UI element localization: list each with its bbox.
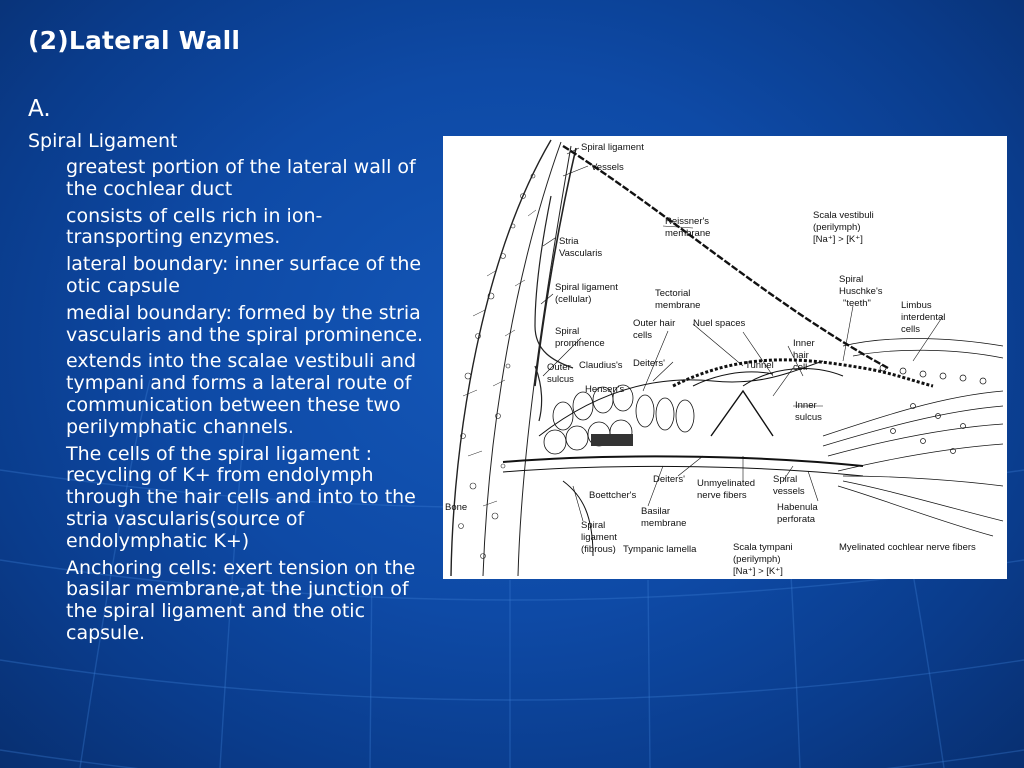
label-spiral-prominence-2: prominence [555, 338, 605, 349]
label-limbus-1: Limbus [901, 300, 932, 311]
subheading: Spiral Ligament [28, 130, 178, 152]
label-tectorial-2: membrane [655, 300, 701, 311]
label-hensens: Hensen's [585, 384, 625, 395]
bullet-item: The cells of the spiral ligament : recycling of K+ from endolymph through the hair cells and into to the stria vascularis(source of endolymphatic K+) [66, 442, 416, 552]
label-outer-hair-2: cells [633, 330, 653, 341]
label-leader-lines [541, 148, 946, 521]
label-reissners-2: membrane [665, 228, 711, 239]
label-inner-hair-1: Inner [793, 338, 815, 349]
label-unmyelinated-2: nerve fibers [697, 490, 747, 501]
section-label: A. [28, 96, 51, 122]
label-spiral-ligament: Spiral ligament [581, 142, 644, 153]
label-unmyelinated-1: Unmyelinated [697, 478, 756, 489]
label-inner-hair-3: cell [793, 362, 808, 373]
label-stria-1: Stria [559, 236, 579, 247]
label-outer-sulcus-2: sulcus [547, 374, 574, 385]
label-spiral-vessels-1: Spiral [773, 474, 798, 485]
label-basilar-2: membrane [641, 518, 687, 529]
label-scala-tympani-2: (perilymph) [733, 554, 781, 565]
label-scala-tympani-1: Scala tympani [733, 542, 793, 553]
label-spiral-huschke-1: Spiral [839, 274, 864, 285]
label-scala-vestibuli-1: Scala vestibuli [813, 210, 874, 221]
label-spiral-prominence-1: Spiral [555, 326, 580, 337]
bullet-item: medial boundary: formed by the stria vascularis and the spiral prominence. [66, 301, 424, 346]
label-claudius: Claudius's [579, 360, 623, 371]
label-habenula-1: Habenula [777, 502, 818, 513]
label-vessels: Vessels [591, 162, 624, 173]
label-limbus-3: cells [901, 324, 921, 335]
label-sl-fibrous-3: (fibrous) [581, 544, 616, 555]
limbus-and-nerves [823, 339, 1003, 537]
label-tunnel: Tunnel [745, 360, 774, 371]
label-myelinated-fibers: Myelinated cochlear nerve fibers [839, 542, 976, 553]
label-stria-2: Vascularis [559, 248, 603, 259]
label-nuel-spaces: Nuel spaces [693, 318, 746, 329]
label-sl-fibrous-2: ligament [581, 532, 617, 543]
basilar-membrane [503, 456, 863, 466]
label-inner-sulcus-1: Inner [795, 400, 817, 411]
label-sl-cellular-2: (cellular) [555, 294, 592, 305]
label-deiters-bottom: Deiters' [653, 474, 685, 485]
bullet-item: consists of cells rich in ion-transporting enzymes. [66, 204, 323, 249]
lateral-wall-drawing [451, 140, 576, 576]
label-basilar-1: Basilar [641, 506, 671, 517]
label-habenula-2: perforata [777, 514, 816, 525]
label-sl-fibrous-1: Spiral [581, 520, 606, 531]
bullet-item: lateral boundary: inner surface of the otic capsule [66, 253, 422, 297]
label-limbus-2: interdental [901, 312, 946, 323]
label-inner-hair-2: hair [793, 350, 809, 361]
diagram-labels [445, 142, 976, 577]
label-tympanic-lamella: Tympanic lamella [623, 544, 697, 555]
label-boettchers: Boettcher's [589, 490, 637, 501]
label-reissners-1: Reissner's [665, 216, 710, 227]
label-scala-vestibuli-2: (perilymph) [813, 222, 861, 233]
reissners-membrane [563, 146, 888, 368]
cochlear-duct-diagram [443, 136, 1007, 579]
label-inner-sulcus-2: sulcus [795, 412, 822, 423]
label-tectorial-1: Tectorial [655, 288, 691, 299]
label-outer-sulcus-1: Outer [547, 362, 571, 373]
label-outer-hair-1: Outer hair [633, 318, 676, 329]
label-spiral-huschke-2: Huschke's [839, 286, 883, 297]
label-spiral-vessels-2: vessels [773, 486, 805, 497]
bullet-item: extends into the scalae vestibuli and tympani and forms a lateral route of communication between these two perilymphatic channels. [66, 350, 417, 438]
bullet-item: Anchoring cells: exert tension on the basilar membrane,at the junction of the spiral ligament and the otic capsule. [66, 556, 416, 644]
label-scala-vestibuli-3: [Na⁺] > [K⁺] [813, 234, 863, 245]
label-bone: Bone [445, 502, 468, 513]
label-scala-tympani-3: [Na⁺] > [K⁺] [733, 566, 783, 577]
bullet-item: greatest portion of the lateral wall of the cochlear duct [66, 156, 416, 200]
label-sl-cellular-1: Spiral ligament [555, 282, 618, 293]
label-spiral-huschke-3: "teeth" [843, 298, 871, 309]
slide-title: (2)Lateral Wall [28, 26, 241, 55]
bullet-list [66, 157, 426, 650]
label-deiters-top: Deiters' [633, 358, 665, 369]
